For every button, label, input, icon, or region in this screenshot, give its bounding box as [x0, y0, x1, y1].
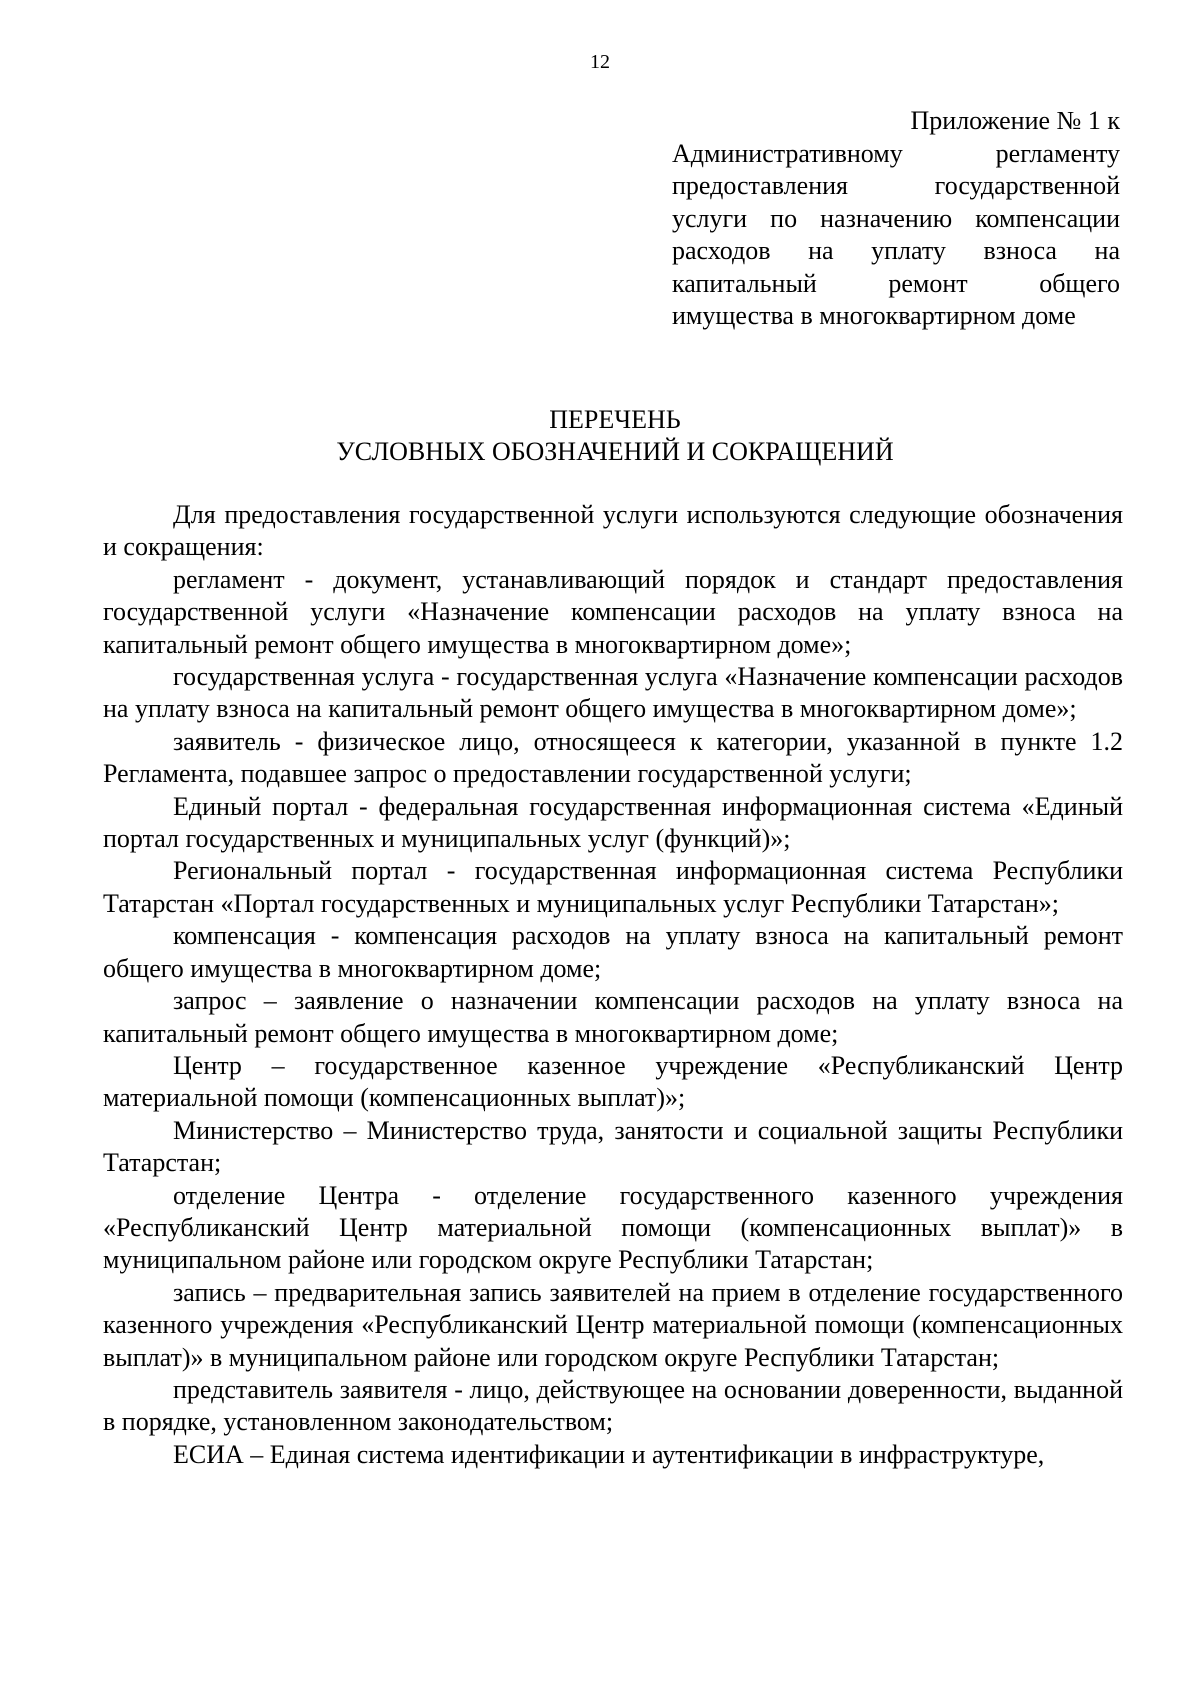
definition-paragraph: представитель заявителя - лицо, действующее на основании доверенности, выданной в порядке, установленном законодательством;	[103, 1374, 1123, 1437]
appendix-line: Приложение № 1 к	[910, 106, 1120, 135]
appendix-line: услуги по назначению компенсации	[672, 203, 1120, 233]
appendix-line: Административному регламенту	[672, 138, 1120, 168]
definition-paragraph: Центр – государственное казенное учреждение «Республиканский Центр материальной помощи (компенсационных выплат)»;	[103, 1050, 1123, 1113]
definition-paragraph: государственная услуга - государственная услуга «Назначение компенсации расходов на уплату взноса на капитальный ремонт общего имущества в многоквартирном доме»;	[103, 662, 1123, 724]
definition-paragraph: Единый портал - федеральная государственная информационная система «Единый портал государственных и муниципальных услуг (функций)»;	[103, 791, 1123, 854]
definition-paragraph: ЕСИА – Единая система идентификации и аутентификации в инфраструктуре,	[173, 1439, 1045, 1469]
page-number: 12	[590, 51, 610, 73]
appendix-line: расходов на уплату взноса на	[672, 236, 1120, 265]
title-line-1: ПЕРЕЧЕНЬ	[549, 405, 681, 434]
document-body	[103, 499, 1123, 1471]
definition-paragraph: регламент - документ, устанавливающий порядок и стандарт предоставления государственной услуги «Назначение компенсации расходов на уплату взноса на капитальный ремонт общего имущества в многоквартирном доме»;	[103, 564, 1123, 659]
definition-paragraph: компенсация - компенсация расходов на уплату взноса на капитальный ремонт общего имущества в многоквартирном доме;	[103, 921, 1123, 983]
title-line-2: УСЛОВНЫХ ОБОЗНАЧЕНИЙ И СОКРАЩЕНИЙ	[336, 437, 894, 466]
definition-paragraph: запрос – заявление о назначении компенсации расходов на уплату взноса на капитальный ремонт общего имущества в многоквартирном доме;	[103, 986, 1123, 1048]
paragraph-intro: Для предоставления государственной услуги используются следующие обозначения и сокращения:	[103, 500, 1123, 562]
definition-paragraph: Министерство – Министерство труда, занятости и социальной защиты Республики Татарстан;	[103, 1115, 1123, 1178]
appendix-reference	[672, 105, 1120, 333]
definition-paragraph: запись – предварительная запись заявителей на прием в отделение государственного казенного учреждения «Республиканский Центр материальной помощи (компенсационных выплат)» в муниципальном районе или городском округе Республики Татарстан;	[103, 1277, 1123, 1372]
definition-paragraph: заявитель - физическое лицо, относящееся к категории, указанной в пункте 1.2 Регламента, подавшее запрос о предоставлении государственной услуги;	[103, 726, 1123, 789]
definition-paragraph: Региональный портал - государственная информационная система Республики Татарстан «Портал государственных и муниципальных услуг Республики Татарстан»;	[103, 856, 1123, 918]
appendix-line: имущества в многоквартирном доме	[672, 301, 1076, 330]
appendix-line: капитальный ремонт общего	[672, 268, 1120, 298]
definition-paragraph: отделение Центра - отделение государственного казенного учреждения «Республиканский Центр материальной помощи (компенсационных выплат)» в муниципальном районе или городском округе Республики Татарстан;	[103, 1180, 1123, 1275]
document-title	[0, 404, 1200, 468]
appendix-line: предоставления государственной	[672, 171, 1120, 200]
